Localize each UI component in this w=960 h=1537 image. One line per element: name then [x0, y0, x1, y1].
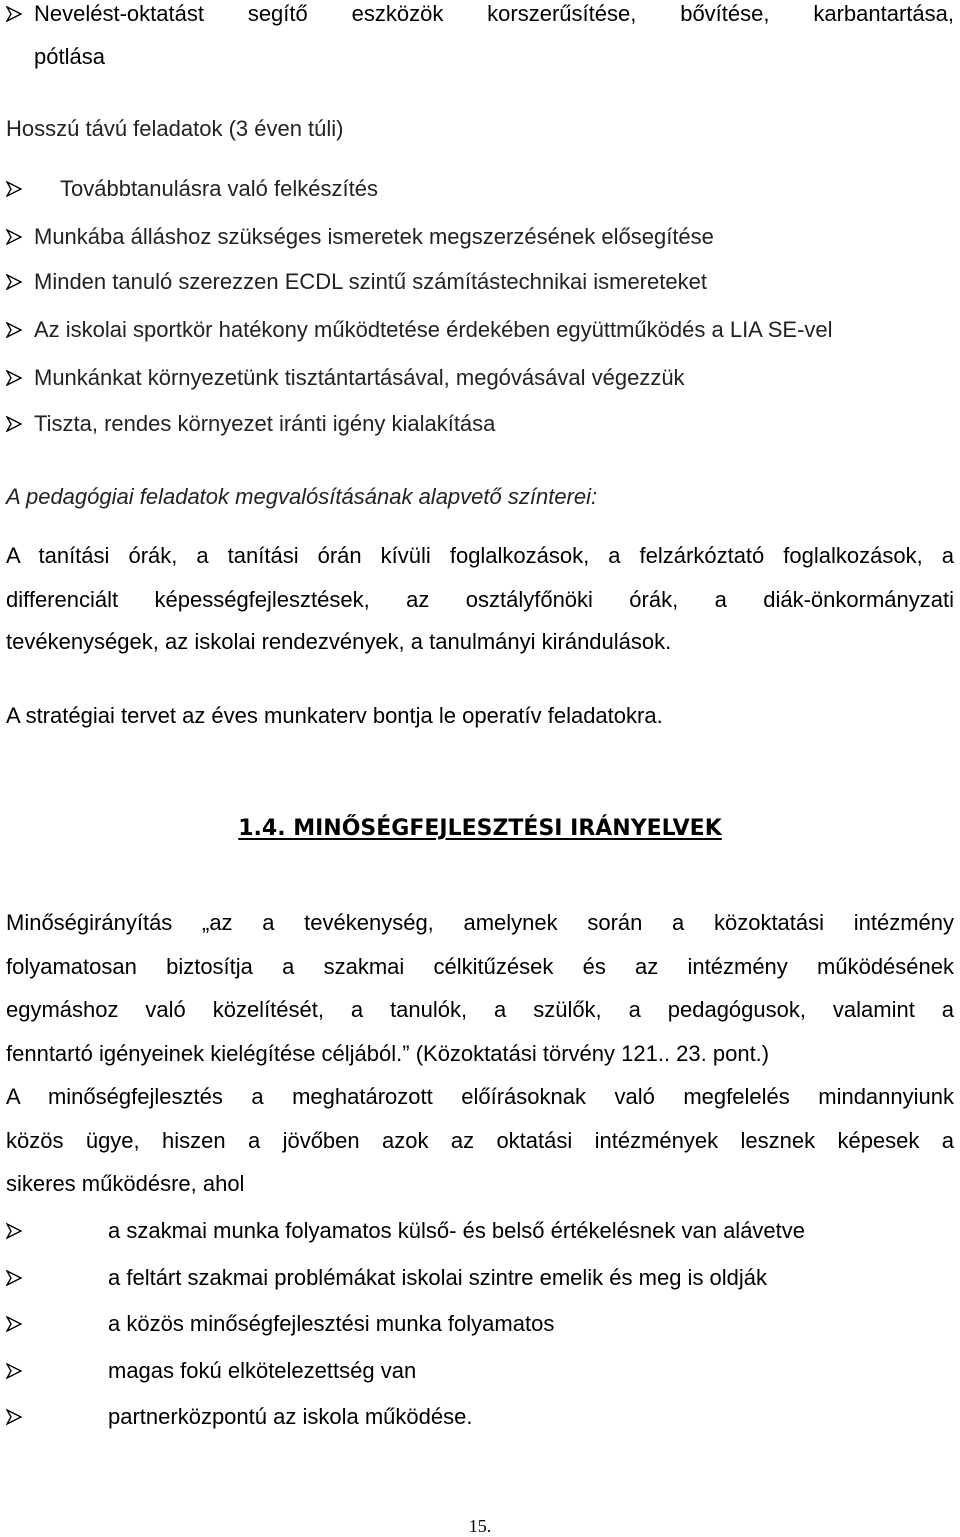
list-item: Munkába álláshoz szükséges ismeretek megszerzésének elősegítése [34, 224, 714, 249]
paragraph-line: A tanítási órák, a tanítási órán kívüli foglalkozások, a felzárkóztató foglalkozások, a [6, 543, 954, 568]
arrowhead-bullet-icon [6, 364, 26, 392]
arrowhead-bullet-icon [6, 1403, 26, 1431]
bullet-text-continuation: pótlása [34, 44, 105, 69]
arrowhead-bullet-icon [6, 1357, 26, 1385]
list-item: Az iskolai sportkör hatékony működtetése érdekében együttműködés a LIA SE-vel [34, 317, 833, 342]
arrowhead-bullet-icon [6, 410, 26, 438]
list-item: a feltárt szakmai problémákat iskolai szintre emelik és meg is oldják [108, 1265, 768, 1290]
list-item: partnerközpontú az iskola működése. [108, 1404, 473, 1429]
list-item: Munkánkat környezetünk tisztántartásával, megóvásával végezzük [34, 365, 685, 390]
arrowhead-bullet-icon [6, 268, 26, 296]
paragraph-line: közös ügye, hiszen a jövőben azok az oktatási intézmények lesznek képesek a [6, 1128, 954, 1153]
arrowhead-bullet-icon [6, 1217, 26, 1245]
section-heading: 1.4. MINŐSÉGFEJLESZTÉSI IRÁNYELVEK [238, 816, 722, 841]
long-term-title: Hosszú távú feladatok (3 éven túli) [6, 116, 344, 141]
bullet-text-line: Nevelést-oktatást segítő eszközök korszerűsítése, bővítése, karbantartása, [34, 1, 954, 26]
arrowhead-bullet-icon [6, 1264, 26, 1292]
paragraph-line: fenntartó igényeinek kielégítése céljából.” (Közoktatási törvény 121.. 23. pont.) [6, 1041, 770, 1066]
page-number: 15. [468, 1516, 492, 1536]
list-item: Továbbtanulásra való felkészítés [60, 176, 378, 201]
paragraph-line: differenciált képességfejlesztések, az osztályfőnöki órák, a diák-önkormányzati [6, 587, 954, 612]
paragraph-line: A minőségfejlesztés a meghatározott előírásoknak való megfelelés mindannyiunk [6, 1084, 954, 1109]
list-item: magas fokú elkötelezettség van [108, 1358, 417, 1383]
list-item: a szakmai munka folyamatos külső- és belső értékelésnek van alávetve [108, 1218, 806, 1243]
paragraph-line: Minőségirányítás „az a tevékenység, amelynek során a közoktatási intézmény [6, 910, 954, 935]
scenes-title: A pedagógiai feladatok megvalósításának alapvető színterei: [6, 484, 598, 509]
list-item: Minden tanuló szerezzen ECDL szintű számítástechnikai ismereteket [34, 269, 707, 294]
list-item: Tiszta, rendes környezet iránti igény kialakítása [34, 411, 496, 436]
arrowhead-bullet-icon [6, 175, 26, 203]
strategy-text: A stratégiai tervet az éves munkaterv bontja le operatív feladatokra. [6, 703, 663, 728]
paragraph-line: sikeres működésre, ahol [6, 1171, 245, 1196]
list-item: a közös minőségfejlesztési munka folyamatos [108, 1311, 555, 1336]
paragraph-line: folyamatosan biztosítja a szakmai célkitűzések és az intézmény működésének [6, 954, 954, 979]
arrowhead-bullet-icon [6, 1310, 26, 1338]
paragraph-line: egymáshoz való közelítését, a tanulók, a szülők, a pedagógusok, valamint a [6, 997, 954, 1022]
arrowhead-bullet-icon [6, 316, 26, 344]
arrowhead-bullet-icon [6, 223, 26, 251]
arrowhead-bullet-icon [6, 0, 26, 28]
paragraph-line: tevékenységek, az iskolai rendezvények, a tanulmányi kirándulások. [6, 629, 672, 654]
